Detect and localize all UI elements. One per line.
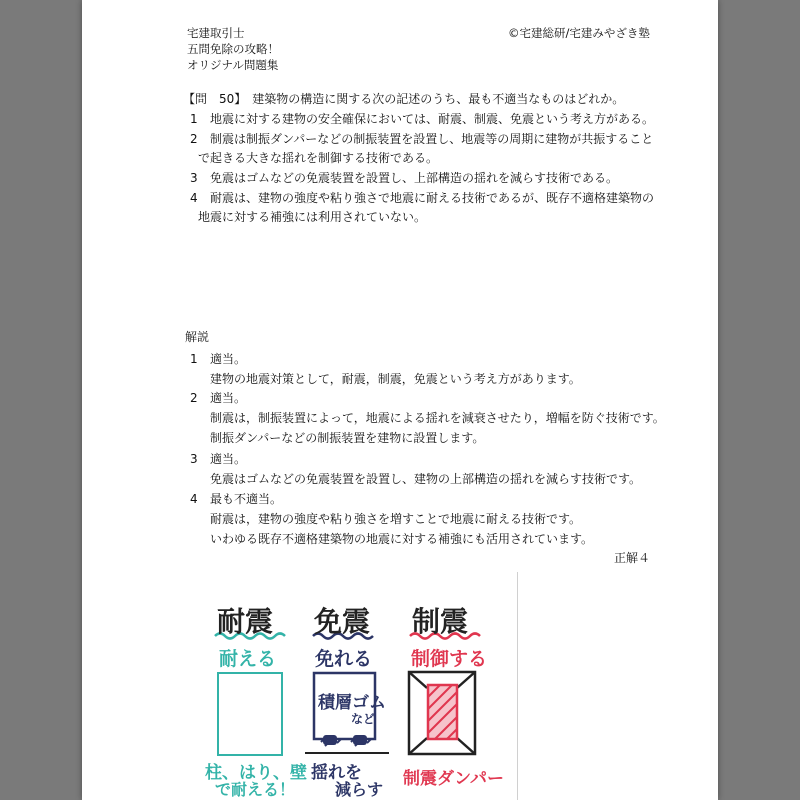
document-page <box>82 0 718 800</box>
choice-2-number: 2 <box>190 132 198 146</box>
answer-label: 正解４ <box>614 551 651 565</box>
caption-taishin-2: で耐える！ <box>215 780 296 799</box>
expl-2-text-1: 制震は，制振装置によって，地震による揺れを減衰させたり，増幅を防ぐ技術です。 <box>210 411 665 425</box>
choice-3-text: 免震はゴムなどの免震装置を設置し、上部構造の揺れを減らす技術である。 <box>210 171 619 185</box>
choice-2-text-cont: で起きる大きな揺れを制御する技術である。 <box>198 151 439 165</box>
expl-1-text: 建物の地震対策として，耐震，制震，免震という考え方があります。 <box>210 372 581 386</box>
caption-menshin-1: 揺れを <box>311 763 362 783</box>
choice-1-number: 1 <box>190 112 198 126</box>
header-line-2: 五問免除の攻略！ <box>187 42 279 56</box>
expl-2-text-2: 制振ダンパーなどの制振装置を建物に設置します。 <box>210 431 485 445</box>
sub-seigyo: 制御する <box>411 648 488 670</box>
title-taishin: 耐震 <box>217 605 274 638</box>
expl-3-number: 3 <box>190 452 198 466</box>
expl-4-text-1: 耐震は，建物の強度や粘り強さを増すことで地震に耐える技術です。 <box>210 512 582 526</box>
choice-4-text: 耐震は、建物の強度や粘り強さで地震に耐える技術であるが、既存不適格建築物の <box>210 191 655 205</box>
caption-seishin: 制震ダンパー <box>403 769 504 789</box>
caption-taishin-1: 柱、はり、壁 <box>205 763 307 783</box>
expl-1-number: 1 <box>190 352 198 366</box>
header-line-3: オリジナル問題集 <box>187 58 279 72</box>
expl-3-text: 免震はゴムなどの免震装置を設置し、建物の上部構造の揺れを減らす技術です。 <box>210 472 642 486</box>
choice-1-text: 地震に対する建物の安全確保においては、耐震、制震、免震という考え方がある。 <box>210 112 655 126</box>
expl-4-number: 4 <box>190 492 198 506</box>
expl-3-verdict: 適当。 <box>210 452 247 466</box>
explanation-heading: 解説 <box>185 330 210 344</box>
expl-4-text-2: いわゆる既存不適格建築物の地震に対する補強にも活用されています。 <box>210 532 594 546</box>
header-line-1: 宅建取引士 <box>187 26 245 40</box>
choice-4-number: 4 <box>190 191 198 205</box>
sub-taeru: 耐える <box>219 648 277 670</box>
rubber-bearings <box>321 735 371 746</box>
taishin-building <box>218 673 282 755</box>
title-menshin: 免震 <box>314 605 371 638</box>
seismic-methods-illustration <box>197 572 518 800</box>
choice-2-text: 制震は制振ダンパーなどの制振装置を設置し、地震等の周期に建物が共振すること <box>210 132 654 146</box>
header-copyright: ©宅建総研/宅建みやざき塾 <box>508 26 650 40</box>
choice-3-number: 3 <box>190 171 198 185</box>
choice-4-text-cont: 地震に対する補強には利用されていない。 <box>198 210 427 224</box>
label-sekisou-gomu: 積層ゴム <box>318 693 386 713</box>
expl-4-verdict: 最も不適当。 <box>210 492 283 506</box>
sub-manugareru: 免れる <box>315 648 373 670</box>
question-title: 【問 50】 建築物の構造に関する次の記述のうち、最も不適当なものはどれか。 <box>183 92 625 106</box>
expl-1-verdict: 適当。 <box>210 352 247 366</box>
caption-menshin-2: 減らす <box>335 780 384 799</box>
expl-2-verdict: 適当。 <box>210 391 247 405</box>
expl-2-number: 2 <box>190 391 198 405</box>
title-seishin: 制震 <box>412 605 469 638</box>
label-nado: など <box>351 712 376 726</box>
